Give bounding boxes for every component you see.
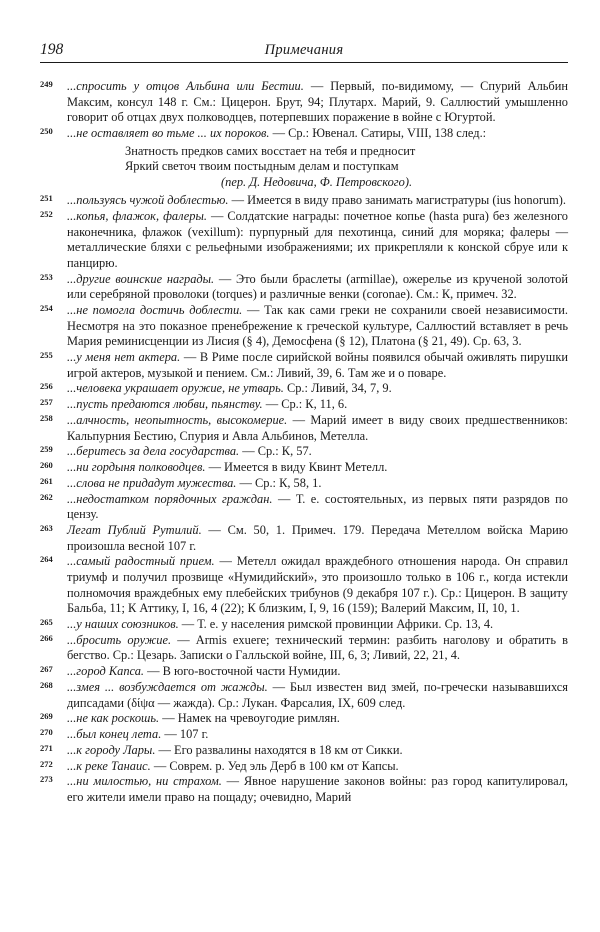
note-lemma: ...к городу Лары.	[67, 742, 156, 757]
note-text: — Первый, по-видимому, — Спурий Альбин Максим, консул 148 г. См.: Цицерон. Брут, 94; Плутарх. Марий, 9. Саллюстий умышленно говорит об отцах двух полководцев, потерпевших поражение в войне с Югуртой.	[67, 79, 568, 125]
note-number: 255	[40, 350, 53, 361]
note-number: 269	[40, 711, 53, 722]
note-lemma: ...спросить у отцов Альбина или Бестии.	[67, 79, 304, 93]
note-text: — Соврем. р. Уед эль Дерб в 100 км от Капсы.	[150, 758, 399, 773]
note-item	[40, 79, 568, 126]
verse-quote	[125, 144, 568, 191]
note-text: — Т. е. состоятельных, из первых пяти разрядов по цензу.	[67, 491, 569, 522]
note-lemma: ...копья, флажок, фалеры.	[67, 209, 207, 224]
note-lemma: ...ни гордыня полководцев.	[67, 460, 206, 475]
note-item	[40, 193, 568, 209]
note-text: — Ср.: К, 57.	[239, 444, 312, 459]
note-number: 267	[40, 664, 53, 675]
note-text: — Ср.: К, 58, 1.	[236, 475, 322, 490]
note-number: 266	[40, 632, 53, 643]
note-text: — Солдатские награды: почетное копье (hasta pura) без железного наконечника, флажок (vexillum): пурпурный для пехотинца, синий для моряка; фалеры — металлические бляхи с рельефными изображениями; их прикрепляли к конской сбруе или к панцирю.	[67, 209, 568, 270]
note-text: — Ср.: К, 11, 6.	[262, 397, 348, 412]
note-text: — Так как сами греки не сохранили своей независимости. Несмотря на это показное пренебрежение к греческой культуре, Саллюстий вставляет в речь Мария реминисценции из Лисия (§ 4), Демосфена (§ 12), Платона (§ 21, 49). Ср. 63, 3.	[67, 303, 569, 349]
note-item	[40, 303, 568, 350]
note-item	[40, 209, 568, 271]
note-item	[40, 476, 568, 492]
running-title: Примечания	[264, 42, 344, 58]
note-lemma: ...недостатком порядочных граждан.	[67, 491, 273, 506]
note-text: — Имеется в виду право занимать магистратуры (ius honorum).	[228, 193, 567, 208]
note-lemma: ...у меня нет актера.	[67, 350, 181, 365]
note-text: — См. 50, 1. Примеч. 179. Передача Метеллом войска Марию произошла весной 107 г.	[67, 523, 568, 553]
note-item	[40, 523, 568, 554]
note-number: 249	[40, 79, 53, 89]
note-lemma: Легат Публий Рутилий.	[67, 523, 202, 538]
note-lemma: ...пользуясь чужой доблестью.	[67, 193, 229, 208]
note-number: 264	[40, 554, 53, 565]
note-lemma: ...алчность, неопытность, высокомерие.	[67, 412, 288, 427]
note-item	[40, 727, 568, 743]
note-text: — Это были браслеты (armillae), ожерелье из крученой золотой или серебряной проволоки (torques) и различные венки (coronae). См.: К, примеч. 32.	[67, 271, 568, 302]
note-item	[40, 617, 568, 633]
note-item	[40, 759, 568, 775]
note-item	[40, 680, 568, 711]
note-lemma: ...ни милостью, ни страхом.	[67, 774, 222, 789]
note-item	[40, 743, 568, 759]
note-lemma: ...не помогла достичь доблести.	[67, 303, 243, 318]
note-lemma: ...самый радостный прием.	[67, 554, 215, 569]
note-text: Ср.: Ливий, 34, 7, 9.	[283, 381, 392, 396]
note-number: 257	[40, 397, 53, 408]
note-text: — Метелл ожидал враждебного отношения народа. Он справил триумф и получил прозвище «Нумидийский», это произошло только в 106 г., когда истекли полномочия враждебных ему плебейских трибунов (9 декабря 107 г.). Ср.: Цицерон. В защиту Бальба, 11; К Аттику, I, 16, 4 (22); К близким, I, 9, 16 (159); Валерий Максим, II, 10, 1.	[67, 554, 568, 616]
note-number: 263	[40, 523, 53, 534]
note-number: 251	[40, 193, 53, 204]
note-item	[40, 774, 568, 805]
note-item	[40, 126, 568, 190]
note-lemma: ...к реке Танаис.	[67, 758, 151, 773]
note-number: 260	[40, 460, 53, 471]
note-item	[40, 711, 568, 727]
note-text: — Т. е. у населения римской провинции Африки. Ср. 13, 4.	[178, 617, 494, 631]
note-item	[40, 492, 568, 523]
note-number: 259	[40, 444, 53, 455]
note-text: — В Риме после сирийской войны появился обычай оживлять пирушки игрой актеров, музыкой и пением. См.: Ливий, 39, 6. Там же и о поваре.	[67, 350, 568, 380]
note-item	[40, 444, 568, 460]
note-lemma: ...змея ... возбуждается от жажды.	[67, 679, 268, 694]
note-text: — Явное нарушение законов войны: раз город капитулировал, его жители имели право на пощаду; очевидно, Марий	[67, 774, 568, 805]
note-number: 253	[40, 271, 53, 282]
note-item	[40, 664, 568, 680]
note-lemma: ...слова не придадут мужества.	[67, 475, 237, 490]
note-text: — Имеется в виду Квинт Метелл.	[205, 460, 388, 475]
verse-line: Знатность предков самих восстает на тебя и предносит	[125, 143, 416, 158]
note-item	[40, 397, 568, 413]
note-text: — В юго-восточной части Нумидии.	[144, 664, 341, 679]
note-lemma: ...пусть предаются любви, пьянству.	[67, 397, 263, 412]
note-lemma: ...бросить оружие.	[67, 632, 172, 647]
note-lemma: ...беритесь за дела государства.	[67, 444, 240, 459]
note-number: 252	[40, 209, 53, 220]
note-number: 270	[40, 727, 53, 738]
notes-list	[40, 79, 568, 806]
note-number: 261	[40, 475, 53, 486]
note-number: 262	[40, 491, 53, 502]
note-number: 265	[40, 617, 53, 627]
note-item	[40, 413, 568, 444]
note-lemma: ...город Капса.	[67, 664, 145, 679]
note-text: — Намек на чревоугодие римлян.	[159, 711, 340, 726]
note-item	[40, 554, 568, 616]
note-lemma: ...не как роскошь.	[67, 711, 160, 726]
note-number: 254	[40, 303, 53, 314]
note-text: — Его развалины находятся в 18 км от Сикки.	[155, 742, 403, 757]
note-number: 256	[40, 381, 53, 392]
note-lemma: ...не оставляет во тьме ... их пороков.	[67, 125, 270, 140]
note-lemma: ...был конец лета.	[67, 727, 162, 742]
note-item	[40, 381, 568, 397]
note-text: — Был известен вид змей, по-гречески называвшихся дипсадами (δίψα — жажда). Ср.: Лукан. Фарсалия, IX, 609 след.	[67, 679, 568, 710]
note-number: 250	[40, 125, 53, 136]
note-text: — 107 г.	[161, 727, 209, 742]
note-number: 271	[40, 742, 53, 753]
page-header	[40, 40, 568, 63]
note-number: 272	[40, 758, 53, 769]
note-item	[40, 460, 568, 476]
note-text: — Armis exuere; технический термин: разбить наголову и обратить в бегство. Ср.: Цезарь. Записки о Галльской войне, III, 6, 3; Ливий, 22, 21, 4.	[67, 632, 568, 663]
note-number: 268	[40, 679, 53, 690]
note-number: 258	[40, 412, 53, 423]
verse-credit: (пер. Д. Недовича, Ф. Петровского).	[221, 174, 413, 189]
note-item	[40, 633, 568, 664]
note-item	[40, 272, 568, 303]
note-number: 273	[40, 774, 53, 785]
note-lemma: ...у наших союзников.	[67, 617, 179, 631]
note-lemma: ...человека украшает оружие, не утварь.	[67, 381, 284, 396]
page-number: 198	[40, 41, 64, 58]
verse-line: Яркий светоч твоим постыдным делам и поступкам	[125, 159, 399, 174]
note-item	[40, 350, 568, 381]
note-text: — Ср.: Ювенал. Сатиры, VIII, 138 след.:	[269, 125, 487, 140]
note-lemma: ...другие воинские награды.	[67, 271, 215, 286]
note-text: — Марий имеет в виду своих предшественников: Кальпурния Бестию, Спурия и Авла Альбинов, Метелла.	[67, 412, 568, 443]
